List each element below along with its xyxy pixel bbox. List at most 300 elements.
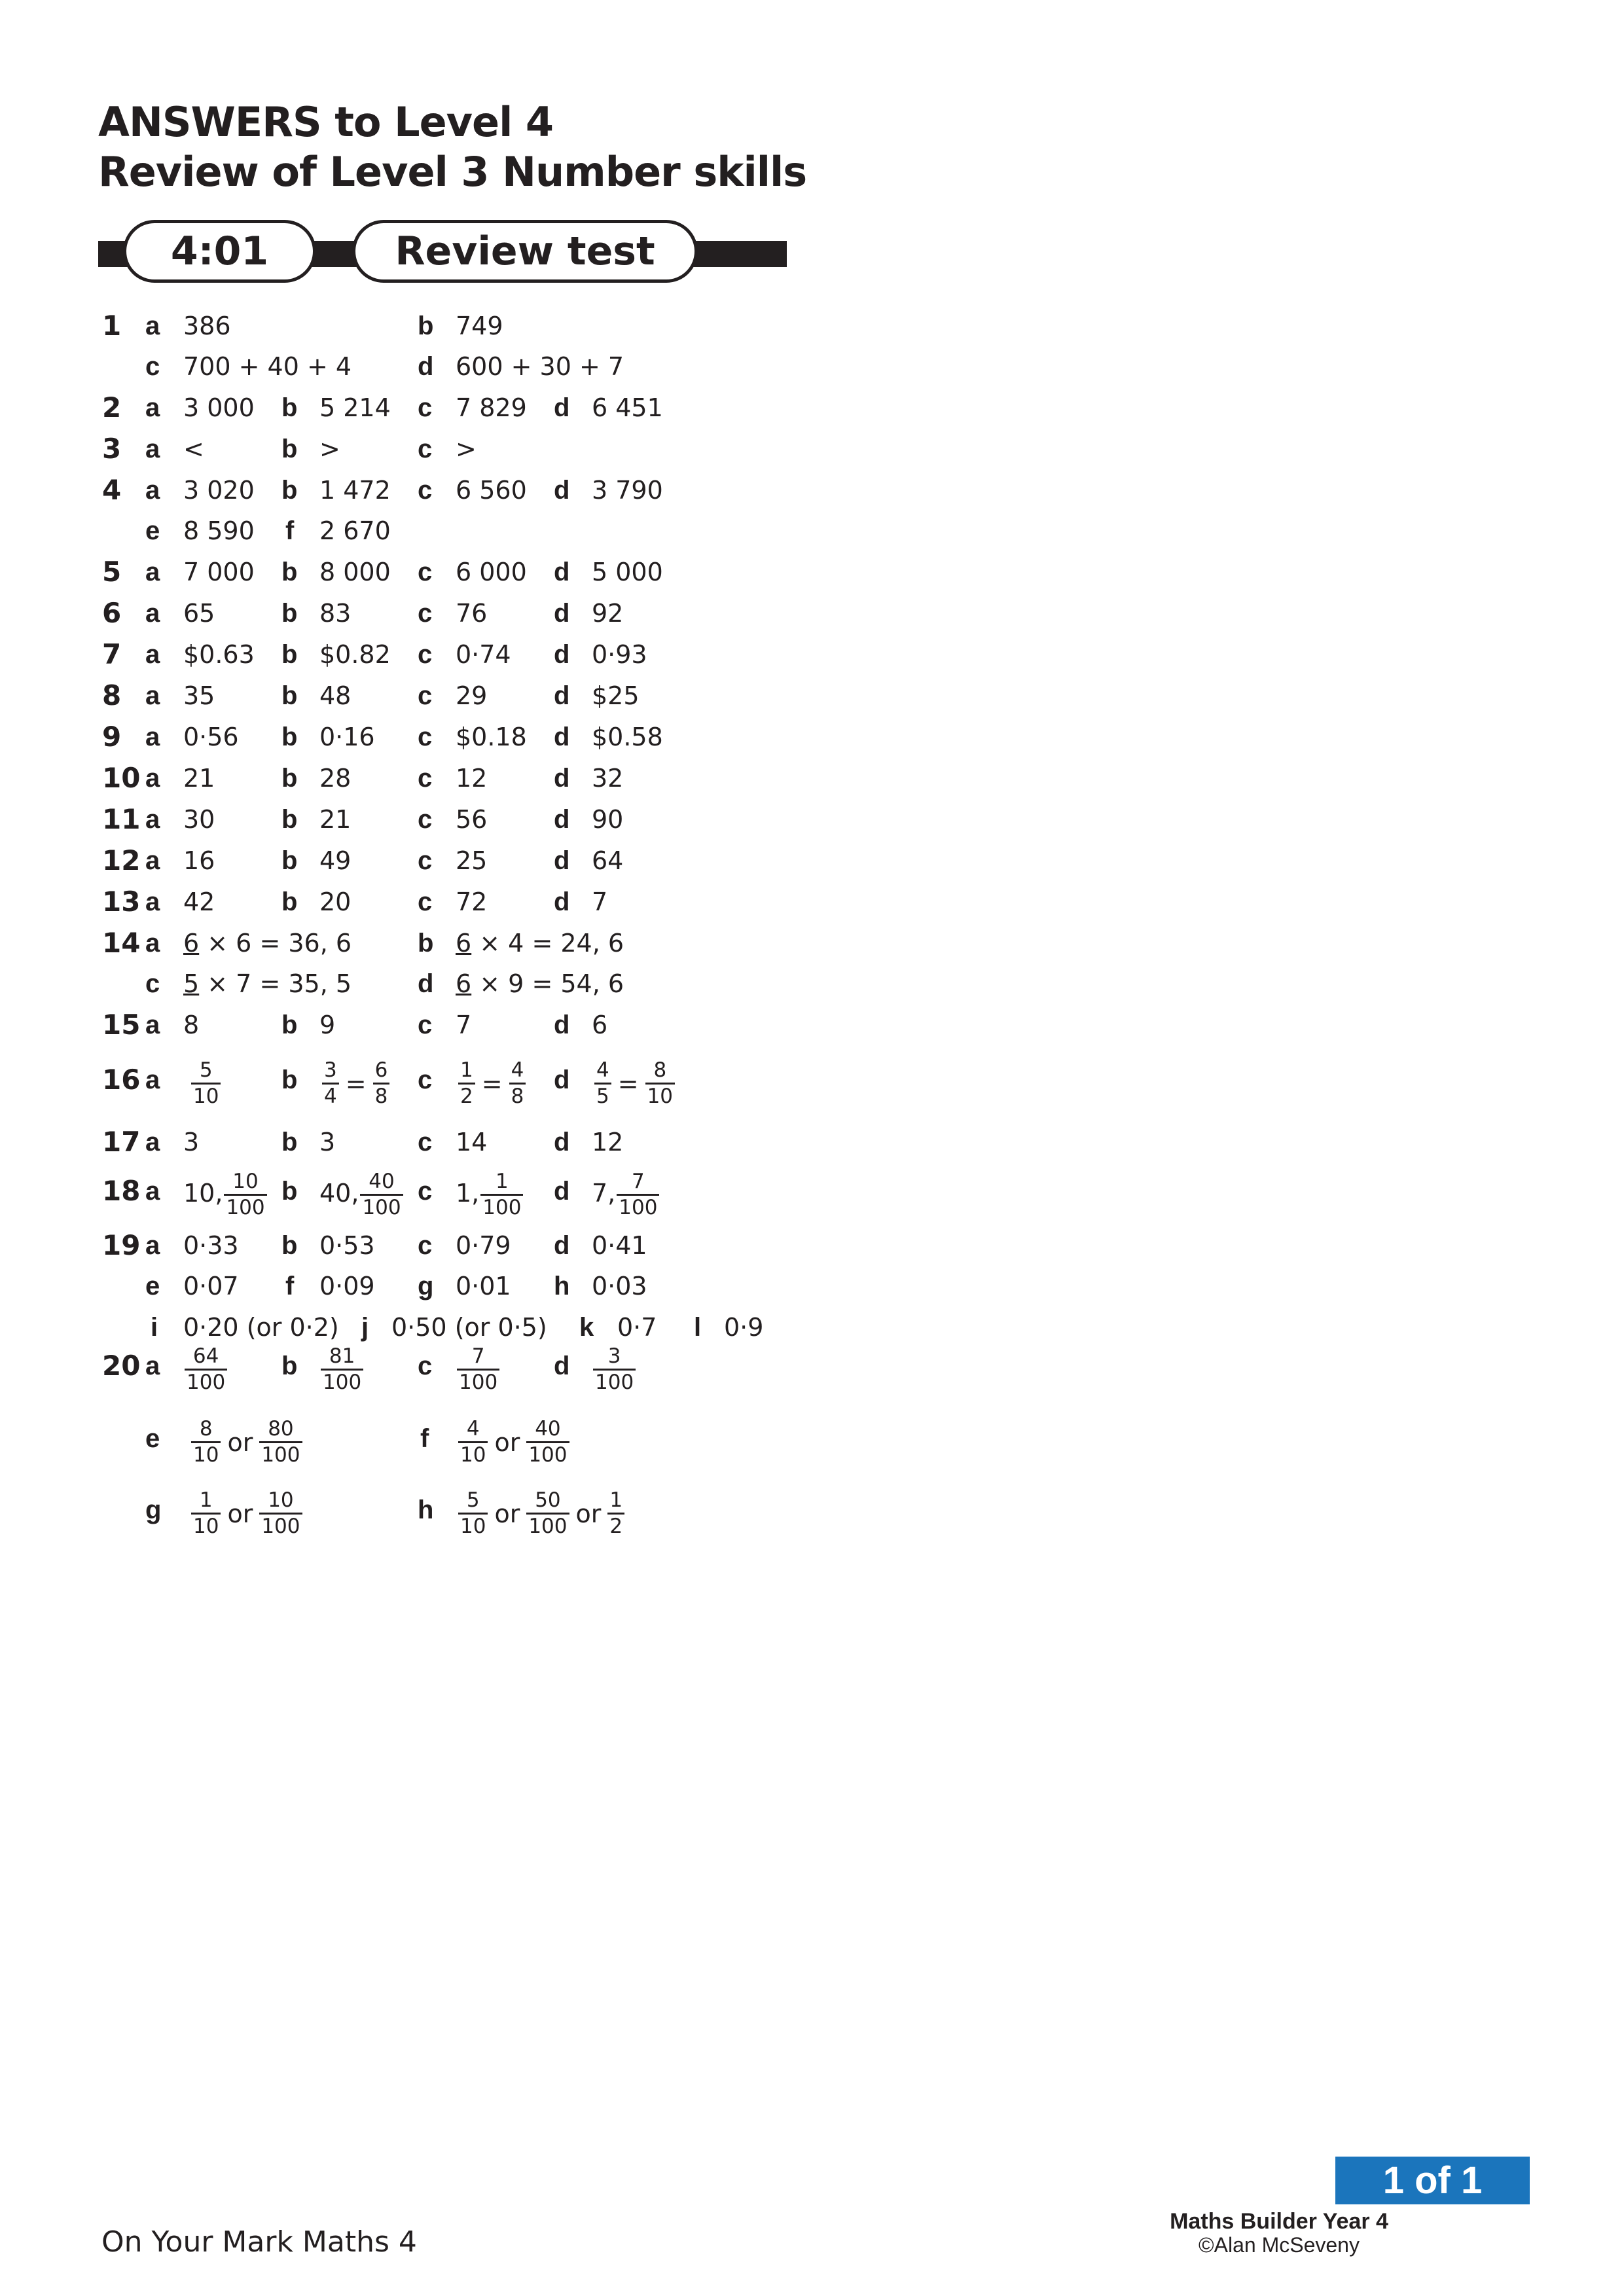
part-label: a <box>145 640 160 669</box>
fraction <box>259 1490 302 1537</box>
part-label: j <box>361 1313 369 1342</box>
answer-value <box>321 1060 391 1107</box>
fraction <box>191 1060 221 1107</box>
section-title <box>352 220 698 283</box>
part-label: a <box>145 1011 160 1039</box>
answer-row-18 <box>98 1172 1473 1224</box>
question-number: 19 <box>102 1229 141 1261</box>
answer-value: 35 <box>183 681 215 710</box>
numerator: 1 <box>607 1490 624 1515</box>
answer-value: 56 <box>456 805 488 834</box>
answer-value: 5 000 <box>592 558 663 586</box>
question-number: 1 <box>102 310 122 342</box>
part-label: b <box>418 312 434 340</box>
answer-value: 0·07 <box>183 1272 239 1300</box>
numerator: 4 <box>458 1419 488 1443</box>
answer-value: 0·03 <box>592 1272 647 1300</box>
denominator: 100 <box>619 1196 658 1219</box>
part-label: a <box>145 1066 160 1094</box>
factor-underlined: 6 <box>456 929 472 958</box>
question-number: 14 <box>102 927 141 959</box>
answer-row-9 <box>98 717 1473 757</box>
answer-row-14 <box>98 924 1473 963</box>
part-label: f <box>420 1424 429 1453</box>
fraction <box>594 1060 611 1107</box>
question-number: 6 <box>102 597 122 629</box>
answer-value: 16 <box>183 846 215 875</box>
fraction <box>480 1172 523 1218</box>
book-title: Maths Builder Year 4 <box>1170 2209 1388 2234</box>
answer-value: 3 <box>183 1128 200 1157</box>
answer-row-20 <box>98 1346 1473 1399</box>
part-label: b <box>281 1066 298 1094</box>
part-label: b <box>281 435 298 463</box>
fraction <box>607 1490 624 1537</box>
answer-row-13 <box>98 882 1473 922</box>
part-label: b <box>281 1231 298 1260</box>
question-number: 3 <box>102 433 122 465</box>
part-label: b <box>281 1352 298 1380</box>
part-label: b <box>281 1128 298 1157</box>
answer-value: 0·16 <box>319 723 375 751</box>
part-label: c <box>418 846 433 875</box>
answer-value: 20 <box>319 888 352 916</box>
or-text: or <box>494 1499 520 1528</box>
fraction <box>185 1346 227 1393</box>
denominator: 100 <box>459 1371 498 1394</box>
part-label: f <box>285 1272 295 1300</box>
question-number: 18 <box>102 1175 141 1207</box>
part-label: d <box>554 681 570 710</box>
answer-value <box>183 1346 228 1393</box>
part-label: e <box>145 1424 160 1453</box>
part-label: d <box>554 599 570 628</box>
part-label: c <box>418 435 433 463</box>
part-label: a <box>145 1352 160 1380</box>
answer-row-11 <box>98 800 1473 839</box>
factor-underlined: 5 <box>183 969 200 998</box>
part-label: c <box>418 599 433 628</box>
answer-row-20-cont2 <box>98 1490 1473 1543</box>
denominator: 100 <box>362 1196 401 1219</box>
part-label: a <box>145 1177 160 1206</box>
numerator: 64 <box>185 1346 227 1371</box>
answer-value: 32 <box>592 764 624 793</box>
answer-value: 7 <box>592 888 608 916</box>
fraction <box>373 1060 390 1107</box>
answer-value <box>456 1346 501 1393</box>
numerator: 1 <box>458 1060 475 1085</box>
answer-value: 2 670 <box>319 516 391 545</box>
answer-value: 0·53 <box>319 1231 375 1260</box>
answer-value: 1 472 <box>319 476 391 505</box>
fraction <box>526 1490 569 1537</box>
answer-value: $0.58 <box>592 723 663 751</box>
part-label: c <box>418 723 433 751</box>
numerator: 8 <box>191 1419 221 1443</box>
answer-value: 0·41 <box>592 1231 647 1260</box>
part-label: a <box>145 888 160 916</box>
numerator: 5 <box>191 1060 221 1085</box>
part-label: b <box>281 888 298 916</box>
part-label: c <box>418 393 433 422</box>
denominator: 100 <box>323 1371 362 1394</box>
fraction <box>259 1419 302 1465</box>
answer-value: 5 214 <box>319 393 391 422</box>
part-label: c <box>418 1011 433 1039</box>
answer-value: 700 + 40 + 4 <box>183 352 352 381</box>
answer-row-5 <box>98 552 1473 592</box>
numerator: 7 <box>457 1346 499 1371</box>
numerator: 81 <box>321 1346 363 1371</box>
part-label: e <box>145 1272 160 1300</box>
answer-value: 29 <box>456 681 488 710</box>
part-label: a <box>145 681 160 710</box>
equation-rest: × 4 = 24, 6 <box>471 929 624 958</box>
fraction <box>191 1490 221 1537</box>
section-number-text: 4:01 <box>170 228 269 274</box>
part-label: c <box>418 558 433 586</box>
part-label: c <box>418 1231 433 1260</box>
series-name: On Your Mark Maths 4 <box>101 2225 417 2259</box>
fraction <box>322 1060 339 1107</box>
part-label: b <box>281 476 298 505</box>
answer-row-10 <box>98 759 1473 798</box>
question-number: 9 <box>102 721 122 753</box>
numerator: 1 <box>480 1172 523 1196</box>
copyright: ©Alan McSeveny <box>1199 2233 1360 2257</box>
question-number: 12 <box>102 844 141 876</box>
factor-underlined: 6 <box>183 929 200 958</box>
answer-value: 48 <box>319 681 352 710</box>
answer-value: 6 451 <box>592 393 663 422</box>
part-label: d <box>554 1011 570 1039</box>
answer-value <box>456 924 624 963</box>
numerator: 6 <box>373 1060 390 1085</box>
part-label: d <box>554 1231 570 1260</box>
part-label: a <box>145 764 160 793</box>
answer-value: 7 000 <box>183 558 255 586</box>
part-label: c <box>418 1177 433 1206</box>
question-number: 16 <box>102 1064 141 1096</box>
answer-row-19-cont <box>98 1266 1473 1306</box>
answer-value: 42 <box>183 888 215 916</box>
numerator: 10 <box>259 1490 302 1515</box>
page-subtitle: Review of Level 3 Number skills <box>98 148 807 196</box>
equation-rest: × 7 = 35, 5 <box>199 969 352 998</box>
fraction <box>191 1419 221 1465</box>
question-number: 5 <box>102 556 122 588</box>
part-label: a <box>145 312 160 340</box>
question-number: 17 <box>102 1126 141 1158</box>
part-label: b <box>418 929 434 958</box>
answer-value: $0.18 <box>456 723 527 751</box>
part-label: d <box>554 805 570 834</box>
denominator: 4 <box>324 1085 337 1108</box>
part-label: b <box>281 558 298 586</box>
part-label: c <box>145 969 160 998</box>
answer-value: 49 <box>319 846 352 875</box>
part-label: d <box>554 640 570 669</box>
whole-number: 40, <box>319 1179 359 1208</box>
answer-value: 14 <box>456 1128 488 1157</box>
answer-value <box>457 1060 527 1107</box>
fraction <box>617 1172 659 1218</box>
part-label: d <box>554 846 570 875</box>
numerator: 7 <box>617 1172 659 1196</box>
equation-rest: × 6 = 36, 6 <box>199 929 352 958</box>
answer-value <box>319 1172 405 1218</box>
part-label: b <box>281 846 298 875</box>
part-label: d <box>554 558 570 586</box>
answer-value: 76 <box>456 599 488 628</box>
denominator: 100 <box>528 1443 568 1467</box>
numerator: 8 <box>645 1060 675 1085</box>
whole-number: 7, <box>592 1179 616 1208</box>
answer-value <box>593 1060 676 1107</box>
part-label: h <box>418 1496 434 1524</box>
answer-value <box>457 1490 626 1537</box>
part-label: a <box>145 805 160 834</box>
part-label: b <box>281 681 298 710</box>
part-label: b <box>281 764 298 793</box>
part-label: b <box>281 393 298 422</box>
question-number: 7 <box>102 638 122 670</box>
denominator: 10 <box>647 1085 674 1108</box>
denominator: 10 <box>460 1443 486 1467</box>
denominator: 10 <box>193 1515 219 1538</box>
part-label: a <box>145 1231 160 1260</box>
numerator: 40 <box>360 1172 403 1196</box>
part-label: a <box>145 1128 160 1157</box>
answer-row-20-cont <box>98 1419 1473 1471</box>
equals-sign: = <box>345 1069 367 1098</box>
answer-value <box>319 1346 365 1393</box>
question-number: 10 <box>102 762 141 794</box>
answer-value <box>592 1172 660 1218</box>
part-label: g <box>145 1496 162 1524</box>
answer-row-19 <box>98 1226 1473 1265</box>
part-label: c <box>418 805 433 834</box>
or-text: or <box>227 1427 253 1457</box>
answer-value: 3 020 <box>183 476 255 505</box>
part-label: a <box>145 929 160 958</box>
answer-row-1-cont <box>98 347 1473 386</box>
factor-underlined: 6 <box>456 969 472 998</box>
part-label: a <box>145 476 160 505</box>
part-label: b <box>281 1177 298 1206</box>
page-indicator: 1 of 1 <box>1335 2157 1530 2204</box>
answer-row-7 <box>98 635 1473 674</box>
answer-row-14-cont <box>98 964 1473 1003</box>
denominator: 100 <box>226 1196 265 1219</box>
fraction <box>224 1172 266 1218</box>
numerator: 1 <box>191 1490 221 1515</box>
part-label: d <box>554 393 570 422</box>
section-title-text: Review test <box>395 228 655 274</box>
answer-value: 386 <box>183 312 231 340</box>
fraction <box>526 1419 569 1465</box>
answer-value: 6 <box>592 1011 608 1039</box>
answer-value: 0·33 <box>183 1231 239 1260</box>
part-label: f <box>285 516 295 545</box>
fraction <box>645 1060 675 1107</box>
or-text: or <box>227 1499 253 1528</box>
numerator: 5 <box>458 1490 488 1515</box>
denominator: 100 <box>187 1371 226 1394</box>
answer-value: 749 <box>456 312 503 340</box>
answer-row-16 <box>98 1060 1473 1113</box>
answer-value: 6 000 <box>456 558 527 586</box>
answer-value: 8 <box>183 1011 200 1039</box>
answer-value: 12 <box>592 1128 624 1157</box>
answer-row-6 <box>98 594 1473 633</box>
answer-value: 0·79 <box>456 1231 511 1260</box>
answer-value: 83 <box>319 599 352 628</box>
answer-row-17 <box>98 1122 1473 1162</box>
fraction <box>458 1060 475 1107</box>
denominator: 10 <box>193 1085 219 1108</box>
numerator: 4 <box>594 1060 611 1085</box>
denominator: 10 <box>460 1515 486 1538</box>
answer-row-8 <box>98 676 1473 715</box>
question-number: 8 <box>102 679 122 711</box>
part-label: c <box>418 1066 433 1094</box>
fraction <box>360 1172 403 1218</box>
question-number: 11 <box>102 803 141 835</box>
numerator: 3 <box>322 1060 339 1085</box>
answer-value: 7 <box>456 1011 472 1039</box>
part-label: c <box>145 352 160 381</box>
part-label: d <box>554 1128 570 1157</box>
part-label: d <box>554 1352 570 1380</box>
section-number <box>123 220 316 283</box>
denominator: 100 <box>482 1196 522 1219</box>
answer-value: 21 <box>319 805 352 834</box>
part-label: a <box>145 393 160 422</box>
answer-value: 25 <box>456 846 488 875</box>
numerator: 10 <box>224 1172 266 1196</box>
fraction <box>458 1490 488 1537</box>
part-label: a <box>145 723 160 751</box>
answer-value: 0·7 <box>617 1313 657 1342</box>
part-label: d <box>554 1066 570 1094</box>
part-label: k <box>579 1313 594 1342</box>
numerator: 50 <box>526 1490 569 1515</box>
numerator: 80 <box>259 1419 302 1443</box>
answer-value <box>456 1172 524 1218</box>
part-label: i <box>151 1313 158 1342</box>
fraction <box>321 1346 363 1393</box>
answer-value: 0·56 <box>183 723 239 751</box>
answer-value: 90 <box>592 805 624 834</box>
part-label: a <box>145 435 160 463</box>
or-text: or <box>575 1499 602 1528</box>
part-label: h <box>554 1272 570 1300</box>
answer-value <box>190 1419 304 1465</box>
part-label: d <box>554 723 570 751</box>
answer-value: 3 <box>319 1128 336 1157</box>
part-label: d <box>554 476 570 505</box>
fraction <box>509 1060 526 1107</box>
whole-number: 1, <box>456 1179 480 1208</box>
part-label: d <box>554 888 570 916</box>
fraction <box>593 1346 636 1393</box>
answer-value <box>183 964 352 1003</box>
answer-row-4-cont <box>98 511 1473 550</box>
part-label: b <box>281 723 298 751</box>
answer-value: 12 <box>456 764 488 793</box>
part-label: g <box>418 1272 434 1300</box>
denominator: 100 <box>595 1371 634 1394</box>
question-number: 13 <box>102 886 141 918</box>
part-label: c <box>418 640 433 669</box>
question-number: 20 <box>102 1350 141 1382</box>
part-label: c <box>418 681 433 710</box>
fraction <box>458 1419 488 1465</box>
answer-value: > <box>456 435 477 463</box>
answer-value: 0·93 <box>592 640 647 669</box>
answer-value: 0·74 <box>456 640 511 669</box>
part-label: e <box>145 516 160 545</box>
denominator: 2 <box>609 1515 623 1538</box>
answer-value: 0·20 (or 0·2) <box>183 1313 339 1342</box>
part-label: b <box>281 599 298 628</box>
answer-value: 92 <box>592 599 624 628</box>
answer-value: 64 <box>592 846 624 875</box>
answer-value: > <box>319 435 340 463</box>
part-label: b <box>281 1011 298 1039</box>
part-label: a <box>145 846 160 875</box>
answer-value <box>456 964 624 1003</box>
answer-row-1 <box>98 306 1473 346</box>
part-label: l <box>694 1313 702 1342</box>
denominator: 10 <box>193 1443 219 1467</box>
part-label: a <box>145 599 160 628</box>
answer-value: 9 <box>319 1011 336 1039</box>
denominator: 2 <box>460 1085 473 1108</box>
equals-sign: = <box>481 1069 503 1098</box>
answer-value: $0.82 <box>319 640 391 669</box>
answer-value: 0·01 <box>456 1272 511 1300</box>
answer-value: 0·50 (or 0·5) <box>391 1313 547 1342</box>
answer-value: 28 <box>319 764 352 793</box>
equals-sign: = <box>617 1069 639 1098</box>
part-label: c <box>418 764 433 793</box>
question-number: 2 <box>102 391 122 423</box>
question-number: 15 <box>102 1009 141 1041</box>
numerator: 40 <box>526 1419 569 1443</box>
answer-value: 3 000 <box>183 393 255 422</box>
question-number: 4 <box>102 474 122 506</box>
denominator: 100 <box>528 1515 568 1538</box>
or-text: or <box>494 1427 520 1457</box>
denominator: 8 <box>511 1085 524 1108</box>
answer-row-3 <box>98 429 1473 469</box>
answer-row-2 <box>98 388 1473 427</box>
answer-row-12 <box>98 841 1473 880</box>
answer-value: $25 <box>592 681 640 710</box>
answer-value: 7 829 <box>456 393 527 422</box>
part-label: d <box>418 352 434 381</box>
answer-value: 72 <box>456 888 488 916</box>
part-label: c <box>418 888 433 916</box>
answer-value: < <box>183 435 204 463</box>
page-title: ANSWERS to Level 4 <box>98 98 554 146</box>
denominator: 5 <box>596 1085 609 1108</box>
answer-value <box>190 1060 222 1107</box>
answer-row-4 <box>98 471 1473 510</box>
